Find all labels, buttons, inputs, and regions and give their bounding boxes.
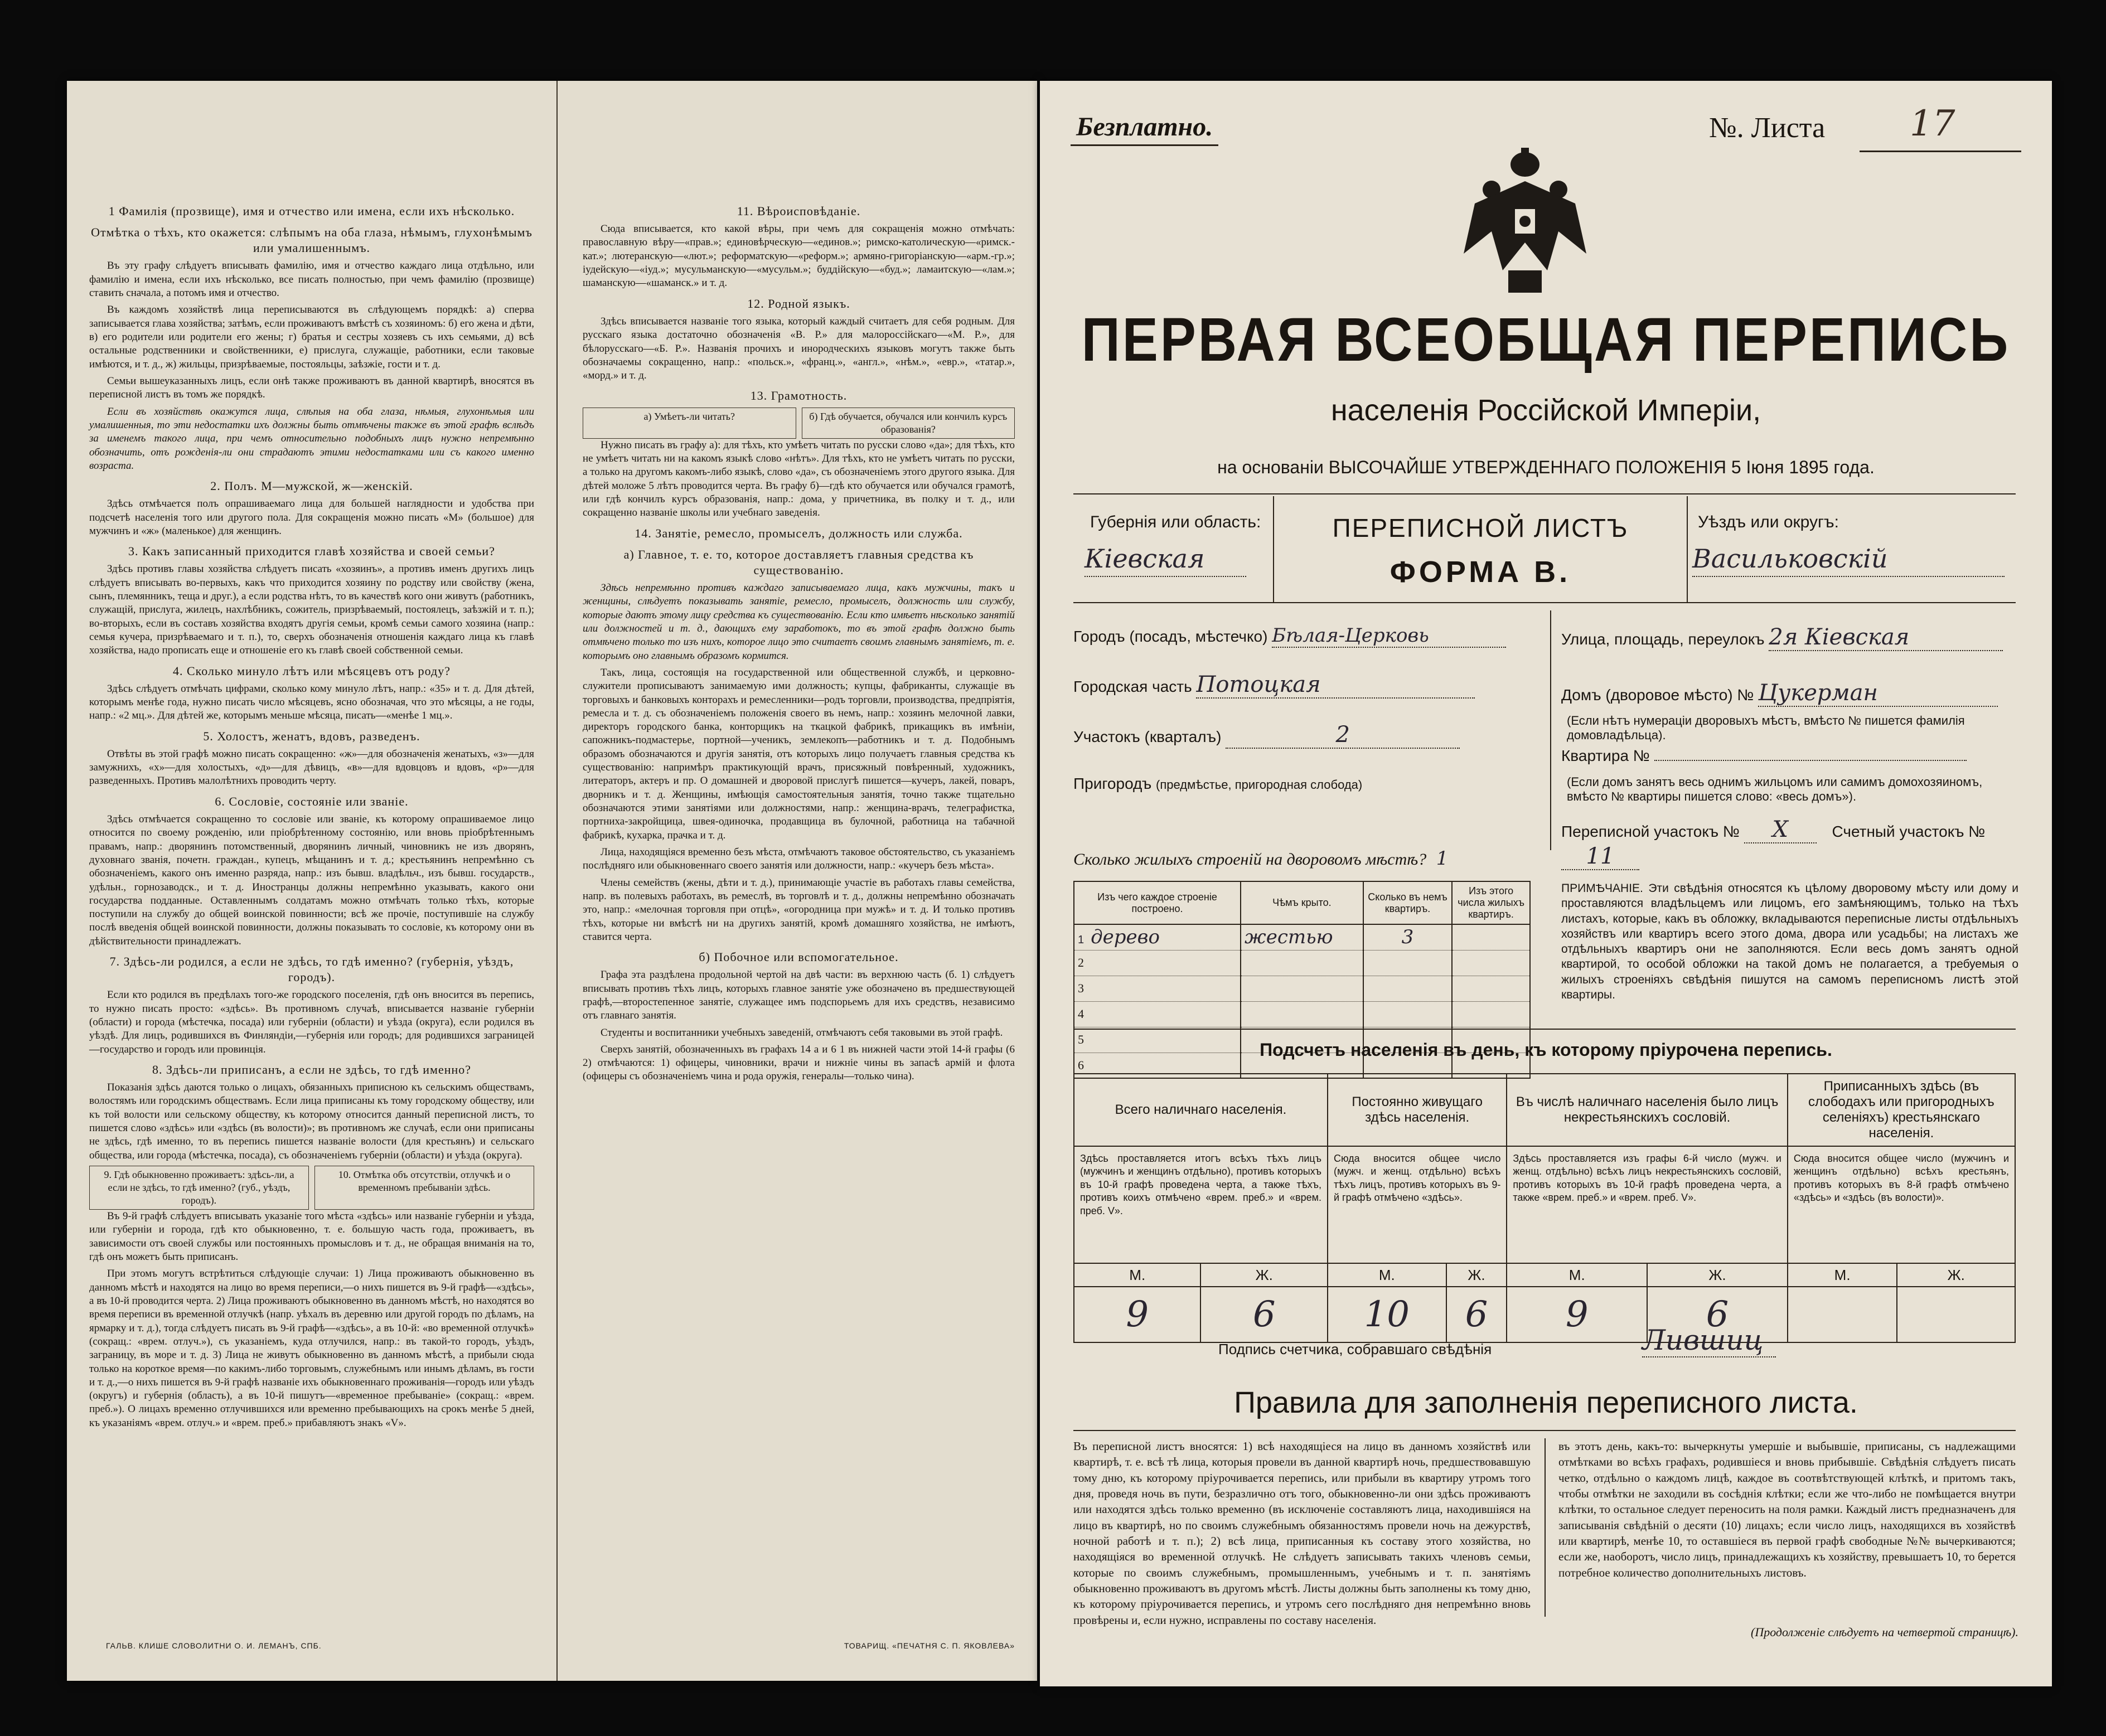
divider xyxy=(1073,493,2016,494)
section-8-paragraph: Показанія здѣсь даются только о лицахъ, обязанныхъ приписною къ сельскимъ обществамъ, волостямъ или городскимъ обществамъ. Если лица приписаны къ тому городскому обществу, или къ той волости или сельскому обществу, къ которому относится данный переписной листъ, то пишется слово «здѣсь» или «здѣсь (въ волости)»; въ противномъ же случаѣ, если они приписаны не здѣсь, гдѣ именно, то въ перепись пишется названіе волости (для крестьянъ) и сельскаго общества, или города (мѣстечка, посада), съ обозначеніемъ губерніи (области) и уѣзда (округа). xyxy=(89,1082,534,1161)
rules-text-left: Въ переписной листъ вносятся: 1) всѣ находящіеся на лицо въ данномъ хозяйствѣ или квартирѣ, т. е. всѣ тѣ лица, которыя провели въ данной квартирѣ ночь, предшествовавшую тому дню, къ которому пріурочивается перепись, или прибыли въ квартиру утромъ того дня, проведя ночь въ пути, безразлично отъ того, обыкновенно-ли они здѣсь проживаютъ или находятся здѣсь только временно (въ исключеніе составляютъ лица, находившіяся на лицо въ квартирѣ, но по своимъ служебнымъ обязанностямъ провели ночь на дежурствѣ, ночной работѣ и т. п.); 2) всѣ лица, приписанныя къ составу этого хозяйства, но находящіяся во временной отлучкѣ. Не слѣдуетъ записывать такихъ членовъ семьи, которые по своимъ служебнымъ, промышленнымъ, учебнымъ и т. п. занятіямъ обыкновенно проживаютъ въ другомъ мѣстѣ. Листы должны быть заполнены къ тому дню, къ которому пріурочивается перепись, и утромъ сего послѣдняго дня непремѣнно вновь провѣрены и, если нужно, исправлены по составу населенія. xyxy=(1073,1439,1531,1627)
divider xyxy=(1073,1029,2016,1030)
section-14-paragraph: Такъ, лица, состоящія на государственной или общественной службѣ, и церковно-служители прописываютъ занимаемую ими должность; купцы, фабриканты, служащіе въ торговыхъ и банковыхъ конторахъ и ремесленники—родъ торговли, производства, предпріятія, ремесла и т. д. съ обозначеніемъ положенія своего въ немъ, напр.: хозяинъ мелочной лавки, директоръ городского банка, конторщикъ на ткацкой фабрикѣ, прикащикъ въ имѣніи, сапожникъ-подмастерье, портной—ученикъ, землекопъ—работникъ и т. д. Подобнымъ образомъ обозначаются и другія занятія, отъ которыхъ лицо получаетъ главныя средства къ существованію: напримѣръ практикующій врачъ, присяжный повѣренный, художникъ, литераторъ, актеръ и пр. О домашней и дворовой прислугѣ пишется—кучеръ, лакей, поваръ, дворникъ и т. д. Женщины, имѣющія самостоятельныя занятія, точно также тщательно обозначаются этими занятіями или должностями, напр.: женщина-врачъ, телеграфистка, портниха-закройщица, швея-одиночка, продавщица въ булочной, работница на табачной фабрикѣ, кухарка, прачка и т. д. xyxy=(583,666,1015,841)
count-header-row xyxy=(1074,1074,2015,1146)
section-14b-title: б) Побочное или вспомогательное. xyxy=(699,950,899,964)
uezd-field[interactable]: Васильковскій xyxy=(1692,544,2005,577)
census-form-page xyxy=(1040,81,2052,1686)
permanent-female-field[interactable]: 6 xyxy=(1446,1287,1507,1342)
section-12-title: 12. Родной языкъ. xyxy=(747,296,850,311)
district-row xyxy=(1073,672,1475,699)
dwellings-question-text: Сколько жилыхъ строеній на дворовомъ мѣстѣ? xyxy=(1073,850,1427,869)
registered-peasant-female-field[interactable] xyxy=(1897,1287,2015,1342)
section-9-paragraph: Въ 9-й графѣ слѣдуетъ вписывать указаніе того мѣста «здѣсь» или названіе губерніи и уѣзда, или губерніи и города, гдѣ кто обыкновенно, т. е. большую часть года, проживаетъ, въ зависимости отъ своей службы или постоянныхъ промысловъ и т. д., не обращая вниманія на то, гдѣ онъ можетъ быть приписанъ. xyxy=(89,1210,534,1263)
section-5-paragraph: Отвѣты въ этой графѣ можно писать сокращенно: «ж»—для обозначенія женатыхъ, «з»—для замужнихъ, «х»—для холостыхъ, «д»—для дѣвицъ, «в»—для вдовцовъ и вдовъ, «р»—для разведенныхъ. Противъ малолѣтнихъ проводить черту. xyxy=(89,748,534,787)
section-13-title: 13. Грамотность. xyxy=(750,389,848,403)
section-6-title: 6. Сословіе, состояніе или званіе. xyxy=(215,794,409,808)
house-note: (Если нѣтъ нумераціи дворовыхъ мѣстъ, вмѣсто № пишется фамилія домовладѣльца). xyxy=(1567,714,1965,742)
apartment-row xyxy=(1561,747,1967,765)
dwelling-roof-cell[interactable]: жестью xyxy=(1241,924,1363,950)
section-6-paragraph: Здѣсь отмѣчается сокращенно то сословіе или званіе, къ которому опрашиваемое лицо относится по своему рожденію, или пріобрѣтенному состоянію, или вновь пріобрѣтеннымъ правамъ, напр.: дворянинъ потомственный, дворянинъ личный, чиновникъ не изъ дворянъ, духовнаго званія, почетн. граждан., купецъ, мѣщанинъ и т. д.; крестьянинъ непремѣнно съ обозначеніемъ, какого онъ именно разряда, напр.: изъ бывш. владѣльч., изъ бывш. государств., удѣльн., горнозаводск., и т. д. Иностранцы должны непремѣнно указывать, какого они государства подданные. Оставленнымъ солдатамъ можно отмѣчать только тѣхъ, которые поступили на службу до общей воинской повинности; всѣ же прочіе, поступившіе на службу послѣ введенія общей воинской повинности, должны показывать то сословіе, къ которому они въ дѣйствительности принадлежатъ. xyxy=(89,813,534,947)
dwelling-residential-cell[interactable] xyxy=(1452,924,1530,950)
section-4-title: 4. Сколько минуло лѣтъ или мѣсяцевъ отъ роду? xyxy=(173,663,451,678)
section-2-paragraph: Здѣсь отмѣчается полъ опрашиваемаго лица для большей наглядности и удобства при подсчетѣ населенія того или другого пола. Для сокращенія можно писать «М» (большое) для мужчинъ и «ж» (маленькое) для женщинъ. xyxy=(89,498,534,537)
section-11-paragraph: Сюда вписывается, кто какой вѣры, при чемъ для сокращенія можно отмѣчать: православную вѣру—«прав.»; единовѣрческую—«единов.»; римско-католическую—«римск.-кат.»; лютеранскую—«лют.»; реформатскую—«реформ.»; армяно-григоріанскую—«арм.-гр.»; іудейскую—«іуд.»; мусульманскую—«мусульм.»; буддійскую—«буд.»; ламаитскую—«лам.»; шаманскую—«шаманск.» и т. д. xyxy=(583,223,1015,289)
dwelling-material-cell[interactable]: 5 xyxy=(1074,1027,1241,1053)
row-number: 1 xyxy=(1078,934,1085,947)
section-11-title: 11. Вѣроисповѣданіе. xyxy=(737,204,861,218)
material-value: дерево xyxy=(1091,926,1160,949)
section-13-paragraph: Нужно писать въ графу а): для тѣхъ, кто умѣетъ читать по русски слово «да»; для тѣхъ, кто не умѣетъ читать ни на какомъ языкѣ слово «нѣтъ». Для тѣхъ, кто не умѣетъ читать по русски, а только на другомъ какомъ-либо языкѣ, слово «да», съ обозначеніемъ этого другого языка. Для дѣтей моложе 5 лѣтъ проводится черта. Въ графу б)—гдѣ кто обучается или обучался грамотѣ, или гдѣ кончилъ курсъ образованія, напр.: дома, у причетника, въ полку и т. д., или сокращенно названіе школы или учебнаго заведенія. xyxy=(583,439,1015,519)
rules-text-right: въ этотъ день, какъ-то: вычеркнуты умершіе и выбывшіе, приписаны, съ надлежащими отмѣтками во всѣхъ графахъ, родившіеся и вновь прибывшіе. Свѣдѣнія слѣдуетъ писать четко, отдѣльно о каждомъ лицѣ, каждое въ соотвѣтствующей клѣткѣ, и притомъ такъ, чтобы отмѣтки не заходили въ сосѣднія клѣтки; если же что-либо не помѣщается внутри клѣтки, то остальное следует переносить на поля рамки. Каждый листъ предназначенъ для записыванія свѣдѣній о десяти (10) лицахъ; если число лицъ, находящихся въ хозяйствѣ или квартирѣ, менѣе 10, то оставшіеся въ первой графѣ свободные №№ вычеркиваются; если же, наоборотъ, число лицъ, принадлежащихъ къ хозяйству, превышаетъ 10, то берется потребное количество дополнительныхъ листовъ. xyxy=(1558,1439,2016,1579)
printer-imprint-right: ТОВАРИЩ. «ПЕЧАТНЯ С. П. ЯКОВЛЕВА» xyxy=(844,1641,1015,1650)
free-label: Безплатно. xyxy=(1071,111,1218,146)
form-title: ПЕРЕПИСНОЙ ЛИСТЪ xyxy=(1332,513,1629,542)
population-count-table xyxy=(1073,1073,2016,1343)
section-14-paragraph: Студенты и воспитанники учебныхъ заведеній, отмѣчаютъ себя таковыми въ этой графѣ. xyxy=(601,1026,1003,1039)
section-4-paragraph: Здѣсь слѣдуетъ отмѣчать цифрами, сколько кому минуло лѣтъ, напр.: «35» и т. д. Для дѣтей, которымъ менѣе года, нужно писать число мѣсяцевъ, ясно обозначая, что это мѣсяцы, а не годы, напр.: «2 мц.». Для дѣтей же, которымъ меньше мѣсяца, писать—«менѣе 1 мц.». xyxy=(89,682,534,722)
section-1-title: 1 Фамилія (прозвище), имя и отчество или имена, если ихъ нѣсколько. xyxy=(108,204,515,218)
dwellings-col-material: Изъ чего каждое строеніе построено. xyxy=(1074,881,1241,924)
section-7-paragraph: Если кто родился въ предѣлахъ того-же городского поселенія, гдѣ онъ вносится въ перепись, то нужно писать просто: «здѣсь». Въ противномъ случаѣ, вписывается названіе губерніи (области) и города (мѣстечка, посада) или губерніи (области) и уѣзда (округа), если родился въ уѣздѣ. Для лицъ, родившихся въ Финляндіи,—губернія или городъ; для родившихся заграницей—государство и городъ или провинція. xyxy=(89,989,534,1055)
sex-male-label: М. xyxy=(1788,1263,1897,1287)
dwellings-remark: ПРИМѢЧАНІЕ. Эти свѣдѣнія относятся къ цѣлому дворовому мѣсту или дому и проставляются владѣльцемъ или лицомъ, его замѣняющимъ, только на тѣхъ листахъ, которые, какъ въ обложку, вкладываются переписные листы отдѣльныхъ хозяйствъ или квартиръ всего этого дома, двора или усадьбы; на листахъ же отдѣльныхъ квартиръ они не заполняются. Если весь домъ занятъ одной квартирой, то особой обложки на такой домъ не полагается, а требуемыя о жилыхъ строеніяхъ свѣдѣнія пишутся на самомъ переписномъ листѣ этой квартиры. xyxy=(1561,882,2018,1002)
precinct-field[interactable]: 2 xyxy=(1226,722,1460,749)
literacy-subheaders xyxy=(583,408,1015,439)
divider xyxy=(1073,1430,2016,1431)
uezd-label: Уѣздъ или округъ: xyxy=(1698,513,1839,531)
sheet-number-value: 17 xyxy=(1910,103,1955,144)
precinct-row xyxy=(1073,722,1460,749)
section-5-title: 5. Холостъ, женатъ, вдовъ, разведенъ. xyxy=(203,729,420,743)
dwelling-residential-cell[interactable] xyxy=(1452,976,1530,1001)
table-row xyxy=(1074,1001,1530,1027)
census-area-row xyxy=(1561,817,2052,870)
count-desc-permanent: Сюда вносится общее число (мужч. и женщ. отдѣльно) всѣхъ тѣхъ лицъ, противъ которыхъ въ 9-й графѣ отмѣчено «здѣсь». xyxy=(1328,1146,1507,1263)
permanent-male-field[interactable]: 10 xyxy=(1328,1287,1446,1342)
count-col-registered-peasant: Приписанныхъ здѣсь (въ слободахъ или пригородныхъ селеніяхъ) крестьянскаго населенія. xyxy=(1788,1074,2015,1146)
rules-title: Правила для заполненія переписного листа. xyxy=(1234,1386,1858,1419)
suburb-label: Пригородъ xyxy=(1073,775,1152,792)
count-col-present: Всего наличнаго населенія. xyxy=(1074,1074,1328,1146)
section-14a-title: а) Главное, т. е. то, которое доставляетъ главныя средства къ существованію. xyxy=(623,547,974,577)
divider xyxy=(1073,602,2016,603)
sex-female-label: Ж. xyxy=(1647,1263,1788,1287)
count-desc-non-peasant: Здѣсь проставляется изъ графы 6-й число (мужч. и женщ. отдѣльно) всѣхъ лицъ некрестьянскихъ сословій, противъ которыхъ въ 10-й графѣ проведена черта, а также «врем. преб.» и «врем. преб. V». xyxy=(1507,1146,1787,1263)
census-title: ПЕРВАЯ ВСЕОБЩАЯ ПЕРЕПИСЬ xyxy=(1081,305,2011,374)
district-label: Городская часть xyxy=(1073,678,1192,695)
street-label: Улица, площадь, переулокъ xyxy=(1561,631,1765,648)
dwelling-roof-cell[interactable] xyxy=(1241,1001,1363,1027)
district-field[interactable]: Потоцкая xyxy=(1196,672,1475,699)
sex-female-label: Ж. xyxy=(1897,1263,2015,1287)
dwelling-material-cell[interactable] xyxy=(1074,924,1241,950)
sheet-number-label: №. Листа xyxy=(1709,112,1826,144)
section-14-paragraph: Члены семействъ (жены, дѣти и т. д.), принимающіе участіе въ работахъ главы семейства, напр. въ полевыхъ работахъ, въ ремеслѣ, въ торговлѣ и т. д., должны непремѣнно обозначать это, напр.: «мелочная торговля при отцѣ», «огородница при мужѣ» и т. д. И только противъ тѣхъ, которые ни вмѣстѣ ни на другихъ занятій, кромѣ домашняго хозяйства, не имѣютъ, ставится черта. xyxy=(583,876,1015,943)
count-desc-present: Здѣсь проставляется итогъ всѣхъ тѣхъ лицъ (мужчинъ и женщинъ отдѣльно), противъ которыхъ въ 10-й графѣ проведена черта, а также тѣхъ, противъ коихъ отмѣчено «врем. преб.» и «врем. преб. V». xyxy=(1074,1146,1328,1263)
instructions-column-right xyxy=(560,81,1037,1681)
precinct-label: Участокъ (кварталъ) xyxy=(1073,728,1222,745)
count-desc-row xyxy=(1074,1146,2015,1263)
street-row xyxy=(1561,624,2003,651)
section-14-paragraph: Здѣсь непремѣнно противъ каждаго записываемаго лица, какъ мужчины, такъ и женщины, слѣдуетъ показывать занятіе, ремесло, промыселъ, должность или службу, которые даютъ этому лицу средства къ существованію. Если кто имѣетъ нѣсколько занятій или должностей и т. д., дающихъ ему заработокъ, то въ этой графѣ должно быть отмѣчено только то изъ нихъ, которое лицо это считаетъ своимъ главнымъ занятіемъ, т. е. которымъ оно главнымъ образомъ кормится. xyxy=(583,582,1015,662)
literacy-education-header: б) Гдѣ обучается, обучался или кончилъ курсъ образованія? xyxy=(802,408,1015,439)
count-area-label: Счетный участокъ № xyxy=(1832,823,1986,840)
dwelling-material-cell[interactable]: 6 xyxy=(1074,1053,1241,1078)
sex-male-label: М. xyxy=(1074,1263,1200,1287)
section-14-title: 14. Занятіе, ремесло, промыселъ, должность или служба. xyxy=(635,526,963,540)
dwelling-material-cell[interactable]: 4 xyxy=(1074,1001,1241,1027)
non-peasant-female-field[interactable]: 6 xyxy=(1647,1287,1788,1342)
apartment-note: (Если домъ занятъ весь однимъ жильцомъ или самимъ домохозяиномъ, вмѣсто № квартиры пишется слово: «весь домъ»). xyxy=(1567,775,1983,803)
section-1-paragraph: Въ эту графу слѣдуетъ вписывать фамилію, имя и отчество каждаго лица отдѣльно, или фамилію и имена, если ихъ нѣсколько, все писать полностью, при чемъ фамилію (прозвище) ставить сначала, а потомъ имя и отчество. xyxy=(89,260,534,299)
dwelling-apartments-cell[interactable] xyxy=(1363,976,1453,1001)
present-male-field[interactable]: 9 xyxy=(1074,1287,1200,1342)
count-sex-row xyxy=(1074,1263,2015,1287)
instructions-column-left xyxy=(67,81,558,1681)
dwellings-col-roof: Чѣмъ крыто. xyxy=(1241,881,1363,924)
section-1-subtitle: Отмѣтка о тѣхъ, кто окажется: слѣпымъ на оба глаза, нѣмымъ, глухонѣмымъ или умалишеннымъ. xyxy=(91,225,532,255)
section-9-paragraph: При этомъ могутъ встрѣтиться слѣдующіе случаи: 1) Лица проживаютъ обыкновенно въ данномъ мѣстѣ и находятся на лицо во время переписи,—о нихъ пишется въ 9-й графѣ—«здѣсь», а въ 10-й проводится черта. 2) Лица проживаютъ обыкновенно въ данномъ мѣстѣ, но находятся во время переписи въ временной отлучкѣ (напр. уѣхалъ въ деревню или другой городъ по дѣламъ, на ярмарку и т. д.), тогда слѣдуетъ писать въ 9-й графѣ—«здѣсь», а въ 10-й: «во временной отлучкѣ» (сокращ.: «врем. отлуч.»), съ указаніемъ, куда отлучился, напр.: въ такой-то городъ, уѣздъ, заграницу, въ море и т. д. 3) Лица не живутъ обыкновенно въ данномъ мѣстѣ, а прибыли сюда только на короткое время—по какимъ-либо торговымъ, служебнымъ или инымъ дѣламъ, въ гости и т. д.,—о нихъ пишется въ 9-й графѣ названіе ихъ обыкновеннаго проживанія—городъ или уѣздъ (округъ) и губернія (область), а въ 10-й пишутъ—«временное пребываніе» (сокращ.: «врем. преб.»). О лицахъ временно отлучившихся или временно пребывающихъ на срокъ менѣе 5 дней, къ указаніямъ «врем. отлуч.» и «врем. преб.» прибавляютъ знакъ «V». xyxy=(89,1268,534,1429)
section-8-title: 8. Здѣсь-ли приписанъ, а если не здѣсь, то гдѣ именно? xyxy=(152,1062,472,1076)
form-name: ФОРМА В. xyxy=(1390,555,1571,589)
house-field[interactable]: Цукерман xyxy=(1758,680,1998,707)
province-field[interactable]: Кіевская xyxy=(1085,544,1246,577)
table-row xyxy=(1074,950,1530,976)
sections-9-10-headers xyxy=(89,1166,534,1210)
sex-male-label: М. xyxy=(1328,1263,1446,1287)
dwelling-roof-cell[interactable] xyxy=(1241,976,1363,1001)
census-subtitle: населенія Россійской Имперіи, xyxy=(1330,394,1761,427)
census-legal-basis: на основаніи ВЫСОЧАЙШЕ УТВЕРЖДЕННАГО ПОЛОЖЕНІЯ 5 Іюня 1895 года. xyxy=(1217,457,1875,477)
table-row xyxy=(1074,976,1530,1001)
dwelling-material-cell[interactable]: 2 xyxy=(1074,950,1241,976)
section-14-paragraph: Лица, находящіяся временно безъ мѣста, отмѣчаютъ таковое обстоятельство, съ указаніемъ послѣдняго или обыкновеннаго своего занятія или должности, напр.: «кучеръ безъ мѣста». xyxy=(583,846,1015,872)
count-col-permanent: Постоянно живущаго здѣсь населенія. xyxy=(1328,1074,1507,1146)
population-count-title: Подсчетъ населенія въ день, къ которому пріурочена перепись. xyxy=(1260,1040,1832,1060)
count-desc-registered-peasant: Сюда вносится общее число (мужчинъ и женщинъ отдѣльно) всѣхъ крестьянъ, противъ которыхъ въ 8-й графѣ отмѣчено «здѣсь» и «здѣсь (въ волости)». xyxy=(1788,1146,2015,1263)
section-10-title: 10. Отмѣтка объ отсутствіи, отлучкѣ и о временномъ пребываніи здѣсь. xyxy=(314,1166,534,1210)
sex-female-label: Ж. xyxy=(1446,1263,1507,1287)
sheet-number-underline xyxy=(1860,151,2021,152)
continued-note: (Продолженіе слѣдуетъ на четвертой страницѣ). xyxy=(1751,1625,2018,1639)
city-row xyxy=(1073,624,1506,648)
printer-imprint-left: ГАЛЬВ. КЛИШЕ СЛОВОЛИТНИ О. И. ЛЕМАНЪ, СПБ. xyxy=(106,1641,322,1650)
dwelling-residential-cell[interactable] xyxy=(1452,950,1530,976)
section-14-paragraph: Графа эта раздѣлена продольной чертой на двѣ части: въ верхнюю часть (б. 1) слѣдуетъ вписывать противъ тѣхъ лицъ, которыхъ главное занятіе уже обозначено въ предшествующей графѣ,—второстепенное занятіе, служащее имъ подспорьемъ для ихъ средствъ, независимо отъ главнаго занятія. xyxy=(583,969,1015,1022)
apartment-label: Квартира № xyxy=(1561,747,1650,764)
dwelling-apartments-cell[interactable]: 3 xyxy=(1363,924,1453,950)
table-row xyxy=(1074,924,1530,950)
enumerator-signature-label: Подпись счетчика, собравшаго свѣдѣнія xyxy=(1218,1341,1492,1357)
section-14-paragraph: Сверхъ занятій, обозначенныхъ въ графахъ 14 а и 6 1 въ нижней части этой 14-й графы (6 2) отмѣчаются: 1) офицеры, чиновники, врачи и нижніе чины въ запасѣ армій и флота (офицеры съ обозначеніемъ чина и рода оружія, генералы—только чина). xyxy=(583,1043,1015,1083)
non-peasant-male-field[interactable]: 9 xyxy=(1507,1287,1647,1342)
house-label: Домъ (дворовое мѣсто) № xyxy=(1561,686,1754,704)
section-3-paragraph: Здѣсь противъ главы хозяйства слѣдуетъ писать «хозяинъ», а противъ именъ другихъ лицъ слѣдуетъ вписывать во-первыхъ, какъ что приходится хозяину по родству или свойству (жена, сынъ, племянникъ, теща и друг.), а если родства нѣтъ, то въ качествѣ кого они живутъ (работникъ, служащій, прислуга, жилецъ, нахлѣбникъ, сожитель, призрѣваемый, постоялецъ, заѣзжій и т. п.); во-вторыхъ, если въ составъ хозяйства входятъ другія семьи, кромѣ семьи самого хозяина (напр.: семья кучера, призрѣваемаго и т. п.), то, сверхъ обозначенія отношенія каждаго лица къ главѣ хозяйства, надо прописать еще и отношеніе его къ главѣ своей собственной семьи. xyxy=(89,563,534,657)
sex-female-label: Ж. xyxy=(1200,1263,1328,1287)
section-1-paragraph: Семьи вышеуказанныхъ лицъ, если онѣ также проживаютъ въ данной квартирѣ, вносятся въ переписной листъ въ томъ же порядкѣ. xyxy=(89,375,534,401)
section-1-paragraph: Въ каждомъ хозяйствѣ лица переписываются въ слѣдующемъ порядкѣ: а) сперва записывается глава хозяйства; затѣмъ, если проживаютъ вмѣстѣ съ хозяиномъ: б) его жена и дѣти, в) его родители или родители его жены; г) братья и сестры хозяевъ съ ихъ семьями, д) всѣ остальные родственники и свойственники, е) прислуга, служащіе, работники, если таковые имѣются, и т. д., ж) жильцы, призрѣваемые, постояльцы, заѣзжіе, гости и т. д. xyxy=(89,304,534,370)
dwellings-table-header xyxy=(1074,881,1530,924)
count-col-non-peasant: Въ числѣ наличнаго населенія было лицъ некрестьянскихъ сословій. xyxy=(1507,1074,1787,1146)
address-divider xyxy=(1550,610,1551,850)
count-value-row xyxy=(1074,1287,2015,1342)
census-area-label: Переписной участокъ № xyxy=(1561,823,1740,840)
section-3-title: 3. Какъ записанный приходится главѣ хозяйства и своей семьи? xyxy=(128,544,495,559)
dwelling-material-cell[interactable]: 3 xyxy=(1074,976,1241,1001)
rules-divider xyxy=(1545,1438,1546,1617)
count-area-field[interactable]: 11 xyxy=(1561,843,1639,870)
section-12-paragraph: Здѣсь вписывается названіе того языка, который каждый считаетъ для себя родным. Для русскаго языка достаточно обозначенія «В. Р.» для малороссійскаго—«М. Р.», для бѣлорусскаго—«Б. Р.». Названія прочихъ и инородческихъ языковъ могутъ также быть обозначаемы сокращенно, напр.: «польск.», «франц.», «англ.», «нѣм.», «евр.», «татар.», «морд.» и т. д. xyxy=(583,315,1015,382)
house-row xyxy=(1561,680,1998,707)
section-2-title: 2. Полъ. М—мужской, ж—женскій. xyxy=(210,479,413,493)
section-7-title: 7. Здѣсь-ли родился, а если не здѣсь, то гдѣ именно? (губернія, уѣздъ, городъ). xyxy=(109,954,514,985)
section-9-title: 9. Гдѣ обыкновенно проживаетъ: здѣсь-ли, а если не здѣсь, то гдѣ именно? (губ., уѣздъ, городъ). xyxy=(89,1166,309,1210)
suburb-note: (предмѣстье, пригородная слобода) xyxy=(1156,778,1363,792)
section-1-paragraph: Если въ хозяйствѣ окажутся лица, слѣпыя на оба глаза, нѣмыя, глухонѣмыя или умалишенныя, то эти недостатки ихъ должны быть отмѣчены также въ этой графѣ вслѣдъ за именемъ такого лица, при чемъ относительно подобныхъ лицъ нужно непремѣнно обозначить, отъ рожденія-ли они страдаютъ этими недостатками или съ какого именно возраста. xyxy=(89,405,534,472)
registered-peasant-male-field[interactable] xyxy=(1788,1287,1897,1342)
apartment-field[interactable] xyxy=(1654,760,1967,761)
street-field[interactable]: 2я Кіевская xyxy=(1769,624,2003,651)
present-female-field[interactable]: 6 xyxy=(1200,1287,1328,1342)
double-headed-eagle-emblem-icon xyxy=(1453,142,1597,298)
city-field[interactable]: Бѣлая-Церковь xyxy=(1272,624,1506,648)
dwelling-roof-cell[interactable] xyxy=(1241,950,1363,976)
instructions-page xyxy=(67,81,1037,1681)
province-label: Губернія или область: xyxy=(1090,513,1261,531)
dwelling-apartments-cell[interactable] xyxy=(1363,1001,1453,1027)
census-area-field[interactable]: X xyxy=(1744,817,1817,843)
dwelling-apartments-cell[interactable] xyxy=(1363,950,1453,976)
literacy-read-header: а) Умѣетъ-ли читать? xyxy=(583,408,796,439)
dwellings-col-apartments: Сколько въ немъ квартиръ. xyxy=(1363,881,1453,924)
suburb-row xyxy=(1073,775,1362,793)
dwellings-col-residential: Изъ этого числа жилыхъ квартиръ. xyxy=(1452,881,1530,924)
city-label: Городъ (посадъ, мѣстечко) xyxy=(1073,628,1268,645)
dwellings-count-field[interactable]: 1 xyxy=(1436,847,1449,870)
enumerator-signature-field[interactable]: Лившиц xyxy=(1642,1324,1776,1357)
dwellings-question xyxy=(1073,847,1448,870)
sex-male-label: М. xyxy=(1507,1263,1647,1287)
dwelling-residential-cell[interactable] xyxy=(1452,1001,1530,1027)
